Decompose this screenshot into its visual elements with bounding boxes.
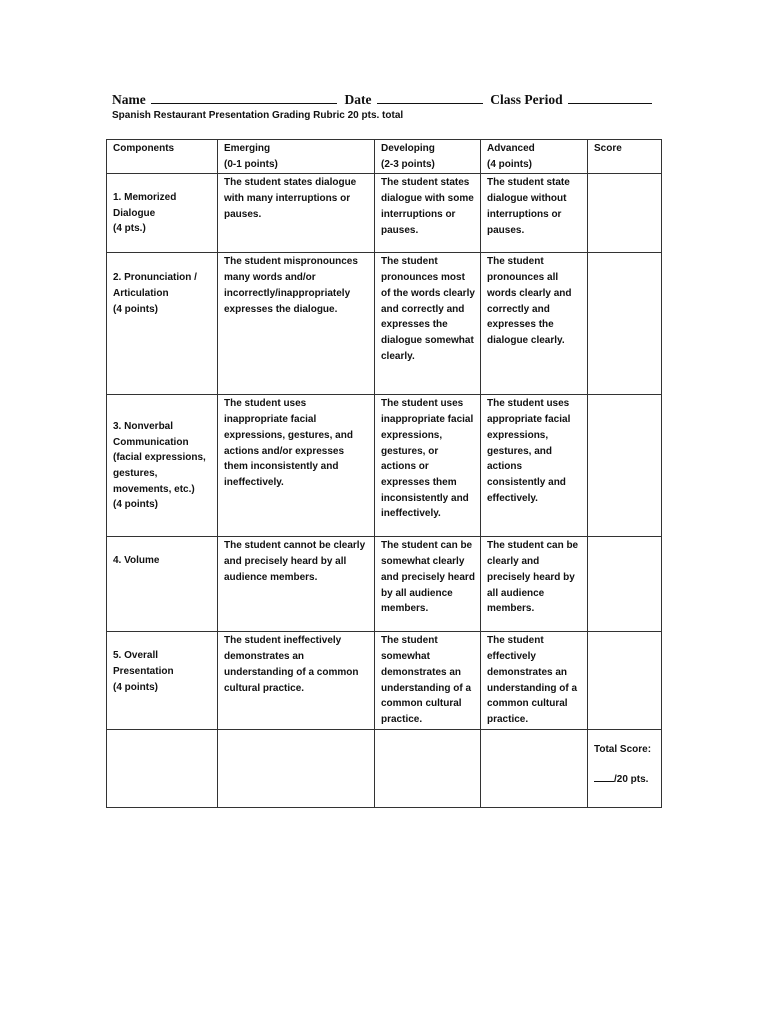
total-score-cell[interactable]: [588, 729, 662, 807]
advanced-cell: The student state dialogue without interruptions or pauses.: [481, 174, 588, 253]
date-blank[interactable]: [377, 92, 483, 104]
total-row: [107, 729, 662, 807]
name-label: Name: [112, 92, 146, 107]
total-score-blank[interactable]: [594, 771, 614, 782]
emerging-cell: The student mispronounces many words and/or incorrectly/inappropriately expresses the dialogue.: [218, 253, 375, 395]
advanced-cell: The student effectively demonstrates an understanding of a common cultural practice.: [481, 632, 588, 729]
advanced-cell: The student pronounces all words clearly and correctly and expresses the dialogue clearly.: [481, 253, 588, 395]
component-cell: 5. Overall Presentation (4 points): [107, 632, 218, 729]
header-score: Score: [588, 140, 662, 174]
component-cell: 3. Nonverbal Communication (facial expressions, gestures, movements, etc.) (4 points): [107, 395, 218, 537]
total-empty-cell: [218, 729, 375, 807]
rubric-row-memorized-dialogue: [107, 174, 662, 253]
class-period-blank[interactable]: [568, 92, 652, 104]
rubric-title: Spanish Restaurant Presentation Grading Rubric 20 pts. total: [112, 110, 404, 121]
rubric-row-nonverbal: [107, 395, 662, 537]
header-developing: Developing (2-3 points): [375, 140, 481, 174]
total-empty-cell: [107, 729, 218, 807]
rubric-row-pronunciation: [107, 253, 662, 395]
name-blank[interactable]: [151, 92, 337, 104]
total-score-suffix: /20 pts.: [614, 774, 649, 786]
header-row: [107, 140, 662, 174]
component-cell: 1. Memorized Dialogue (4 pts.): [107, 174, 218, 253]
date-label: Date: [344, 92, 372, 107]
rubric-row-overall: [107, 632, 662, 729]
score-cell[interactable]: [588, 174, 662, 253]
header-emerging: Emerging (0-1 points): [218, 140, 375, 174]
score-cell[interactable]: [588, 537, 662, 632]
emerging-cell: The student ineffectively demonstrates an understanding of a common cultural practice.: [218, 632, 375, 729]
total-empty-cell: [375, 729, 481, 807]
total-score-value[interactable]: [594, 771, 656, 788]
developing-cell: The student pronounces most of the words clearly and correctly and expresses the dialogue somewhat clearly.: [375, 253, 481, 395]
class-period-label: Class Period: [490, 92, 563, 107]
score-cell[interactable]: [588, 253, 662, 395]
developing-cell: The student states dialogue with some interruptions or pauses.: [375, 174, 481, 253]
emerging-cell: The student states dialogue with many interruptions or pauses.: [218, 174, 375, 253]
rubric-table: [106, 139, 662, 808]
score-cell[interactable]: [588, 632, 662, 729]
emerging-cell: The student uses inappropriate facial expressions, gestures, and actions and/or expresses them inconsistently and ineffectively.: [218, 395, 375, 537]
total-empty-cell: [481, 729, 588, 807]
header-line: [112, 92, 672, 108]
advanced-cell: The student can be clearly and precisely heard by all audience members.: [481, 537, 588, 632]
score-cell[interactable]: [588, 395, 662, 537]
header-advanced: Advanced (4 points): [481, 140, 588, 174]
developing-cell: The student can be somewhat clearly and precisely heard by all audience members.: [375, 537, 481, 632]
component-cell: 4. Volume: [107, 537, 218, 632]
advanced-cell: The student uses appropriate facial expressions, gestures, and actions consistently and effectively.: [481, 395, 588, 537]
component-cell: 2. Pronunciation / Articulation (4 points): [107, 253, 218, 395]
developing-cell: The student uses inappropriate facial expressions, gestures, or actions or expresses them inconsistently and ineffectively.: [375, 395, 481, 537]
emerging-cell: The student cannot be clearly and precisely heard by all audience members.: [218, 537, 375, 632]
rubric-row-volume: [107, 537, 662, 632]
total-score-label: Total Score:: [594, 743, 652, 755]
header-components: Components: [107, 140, 218, 174]
developing-cell: The student somewhat demonstrates an understanding of a common cultural practice.: [375, 632, 481, 729]
